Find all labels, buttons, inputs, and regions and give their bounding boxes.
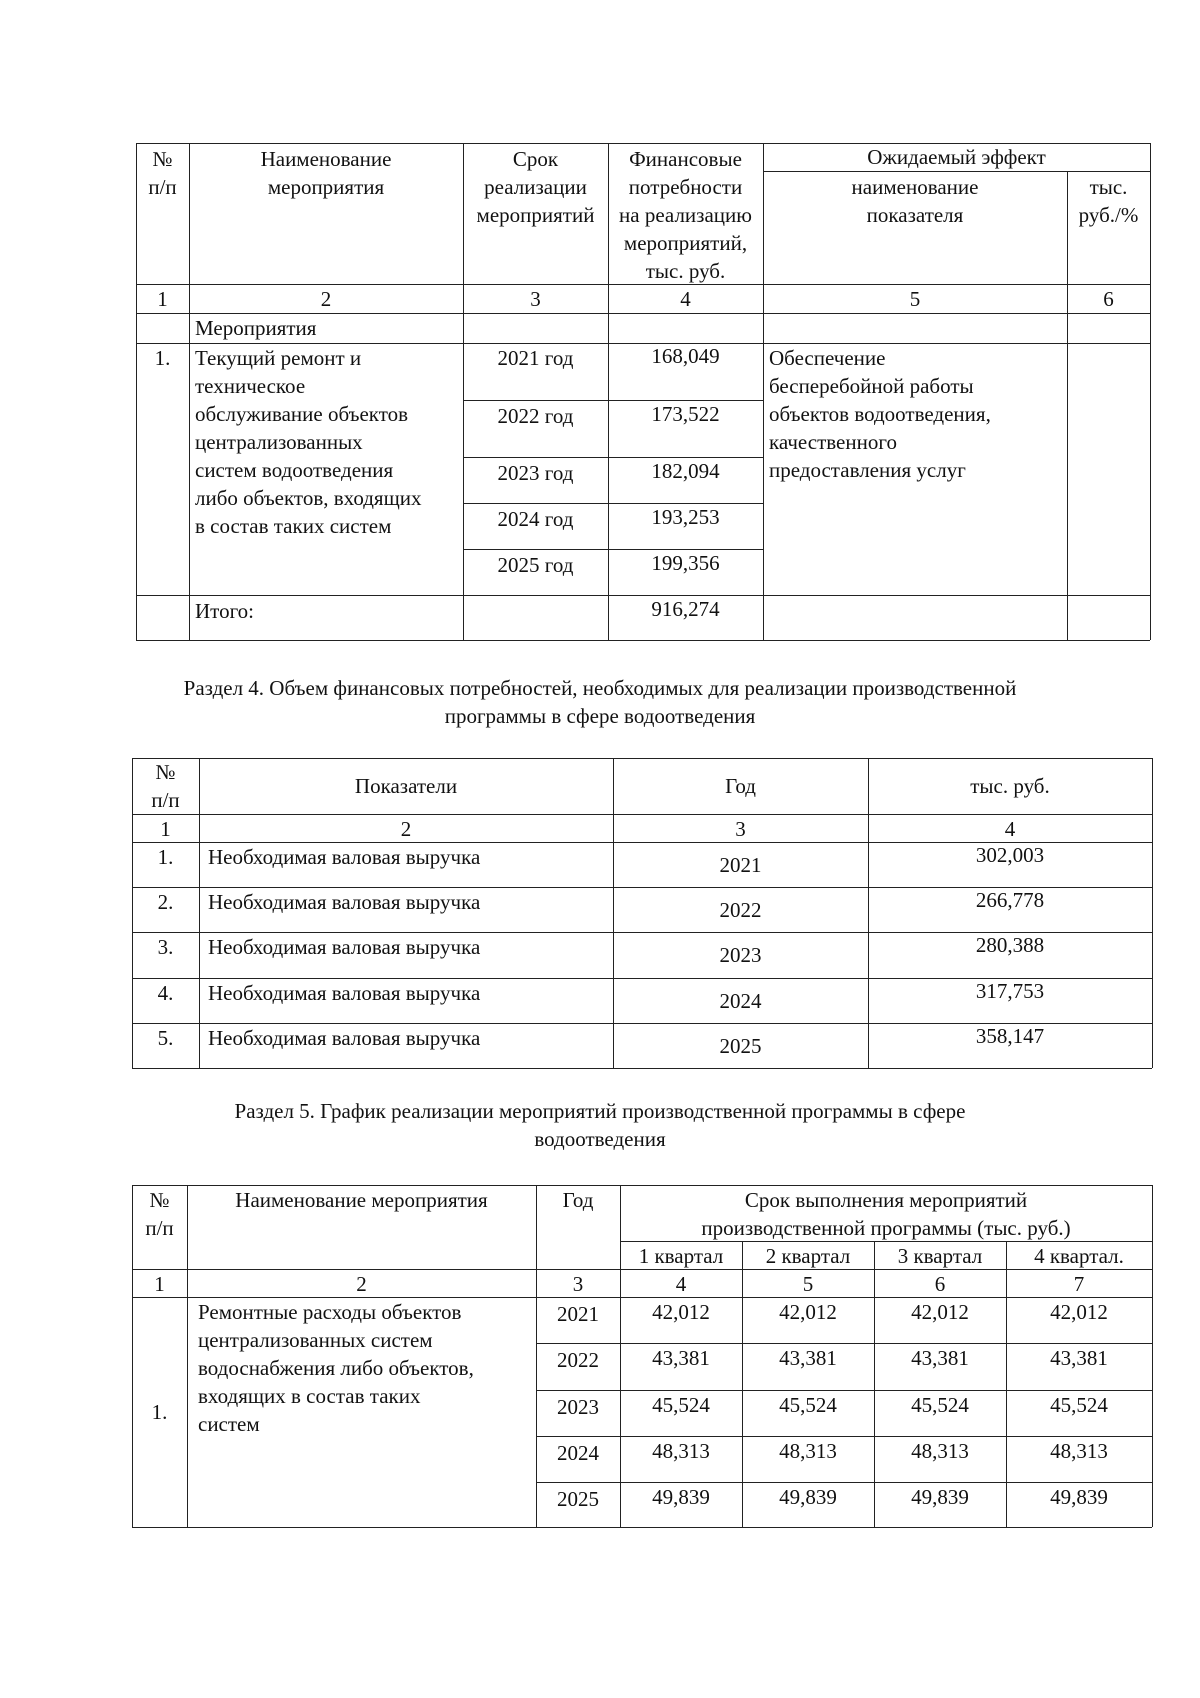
- row-indicator: Необходимая валовая выручка: [208, 845, 481, 869]
- row-q1: 42,012: [652, 1300, 710, 1324]
- row-indicator: Необходимая валовая выручка: [208, 890, 481, 914]
- value-cell: 199,356: [651, 551, 720, 575]
- item-number: 1.: [154, 346, 171, 370]
- header-term: Срок реализации мероприятий: [476, 147, 595, 227]
- row-value: 317,753: [975, 979, 1045, 1003]
- header-quarter-4: 4 квартал.: [1034, 1244, 1124, 1268]
- row-q4: 49,839: [1050, 1485, 1108, 1509]
- row-year: 2021: [719, 853, 762, 877]
- header-activity-name: Наименование мероприятия: [235, 1188, 488, 1212]
- value-cell: 182,094: [651, 459, 720, 483]
- row-q1: 49,839: [652, 1485, 710, 1509]
- total-label: Итого:: [195, 599, 254, 623]
- row-q4: 43,381: [1050, 1346, 1108, 1370]
- row-q1: 43,381: [652, 1346, 710, 1370]
- row-year: 2025: [719, 1034, 762, 1058]
- section-label: Мероприятия: [195, 316, 317, 340]
- col-number: 6: [1103, 287, 1114, 311]
- section5-title: Раздел 5. График реализации мероприятий производственной программы в сфере водоотведения: [234, 1099, 966, 1151]
- total-value: 916,274: [651, 597, 720, 621]
- value-cell: 193,253: [651, 505, 720, 529]
- row-number: 3.: [157, 935, 174, 959]
- col-number: 4: [680, 287, 691, 311]
- header-quarter-2: 2 квартал: [765, 1244, 851, 1268]
- header-indicators: Показатели: [354, 774, 458, 798]
- row-year: 2021: [557, 1302, 599, 1326]
- row-q1: 45,524: [652, 1393, 710, 1417]
- row-q2: 42,012: [779, 1300, 837, 1324]
- row-number: 1.: [157, 845, 174, 869]
- row-year: 2025: [557, 1487, 599, 1511]
- row-number: 2.: [157, 890, 174, 914]
- value-cell: 168,049: [651, 344, 720, 368]
- value-cell: 173,522: [651, 402, 720, 426]
- col-number: 3: [735, 817, 746, 841]
- header-num: № п/п: [151, 760, 180, 812]
- year-cell: 2024 год: [497, 507, 574, 531]
- header-indicator-name: наименование показателя: [851, 175, 979, 227]
- header-expected-effect: Ожидаемый эффект: [867, 145, 1046, 169]
- row-q1: 48,313: [652, 1439, 710, 1463]
- col-number: 2: [400, 817, 412, 841]
- col-number: 2: [356, 1272, 367, 1296]
- row-q3: 45,524: [911, 1393, 969, 1417]
- header-year: Год: [725, 774, 756, 798]
- header-activity-name: Наименование мероприятия: [260, 147, 392, 199]
- col-number: 1: [157, 287, 168, 311]
- row-q2: 48,313: [779, 1439, 837, 1463]
- col-number: 2: [320, 287, 332, 311]
- header-quarter-3: 3 квартал: [897, 1244, 983, 1268]
- row-q4: 42,012: [1050, 1300, 1108, 1324]
- row-q2: 45,524: [779, 1393, 837, 1417]
- col-number: 6: [934, 1272, 946, 1296]
- row-q3: 42,012: [911, 1300, 969, 1324]
- col-number: 1: [160, 817, 171, 841]
- col-number: 3: [530, 287, 541, 311]
- col-number: 1: [154, 1272, 165, 1296]
- year-cell: 2025 год: [497, 553, 574, 577]
- row-year: 2022: [557, 1348, 599, 1372]
- header-term: Срок выполнения мероприятий производственной программы (тыс. руб.): [701, 1188, 1071, 1240]
- row-year: 2024: [719, 989, 762, 1013]
- row-q3: 43,381: [911, 1346, 969, 1370]
- row-year: 2022: [719, 898, 762, 922]
- col-number: 3: [572, 1272, 584, 1296]
- row-q3: 48,313: [911, 1439, 969, 1463]
- row-q2: 43,381: [779, 1346, 837, 1370]
- col-number: 4: [1004, 817, 1016, 841]
- header-value: тыс. руб.: [970, 774, 1050, 798]
- row-number: 5.: [157, 1026, 174, 1050]
- year-cell: 2023 год: [497, 461, 574, 485]
- row-year: 2023: [557, 1395, 599, 1419]
- row-q4: 45,524: [1050, 1393, 1108, 1417]
- row-indicator: Необходимая валовая выручка: [208, 981, 481, 1005]
- row-year: 2024: [557, 1441, 599, 1465]
- col-number: 7: [1073, 1272, 1085, 1296]
- header-num: № п/п: [145, 1188, 174, 1240]
- section4-title: Раздел 4. Объем финансовых потребностей, необходимых для реализации производственной программы в сфере водоотведения: [183, 676, 1017, 728]
- row-q4: 48,313: [1050, 1439, 1108, 1463]
- row-value: 280,388: [975, 933, 1045, 957]
- header-indicator-value: тыс. руб./%: [1078, 175, 1139, 227]
- row-value: 266,778: [975, 888, 1045, 912]
- col-number: 4: [675, 1272, 687, 1296]
- row-q3: 49,839: [911, 1485, 969, 1509]
- row-value: 358,147: [975, 1024, 1045, 1048]
- item-name: Текущий ремонт и техническое обслуживание объектов централизованных систем водоотведения либо объектов, входящих в состав таких систем: [195, 346, 422, 538]
- row-value: 302,003: [975, 843, 1045, 867]
- row-year: 2023: [719, 943, 762, 967]
- year-cell: 2021 год: [497, 346, 574, 370]
- item-number: 1.: [151, 1400, 168, 1424]
- header-finance: Финансовые потребности на реализацию мероприятий, тыс. руб.: [619, 147, 752, 283]
- header-num: № п/п: [148, 147, 177, 199]
- row-q2: 49,839: [779, 1485, 837, 1509]
- header-year: Год: [562, 1188, 594, 1212]
- col-number: 5: [802, 1272, 814, 1296]
- header-quarter-1: 1 квартал: [638, 1244, 724, 1268]
- row-indicator: Необходимая валовая выручка: [208, 1026, 481, 1050]
- col-number: 5: [909, 287, 921, 311]
- item-name: Ремонтные расходы объектов централизованных систем водоснабжения либо объектов, входящих в состав таких систем: [198, 1300, 474, 1436]
- row-number: 4.: [157, 981, 174, 1005]
- year-cell: 2022 год: [497, 404, 574, 428]
- row-indicator: Необходимая валовая выручка: [208, 935, 481, 959]
- item-expected-effect: Обеспечение бесперебойной работы объектов водоотведения, качественного предоставления услуг: [769, 346, 991, 482]
